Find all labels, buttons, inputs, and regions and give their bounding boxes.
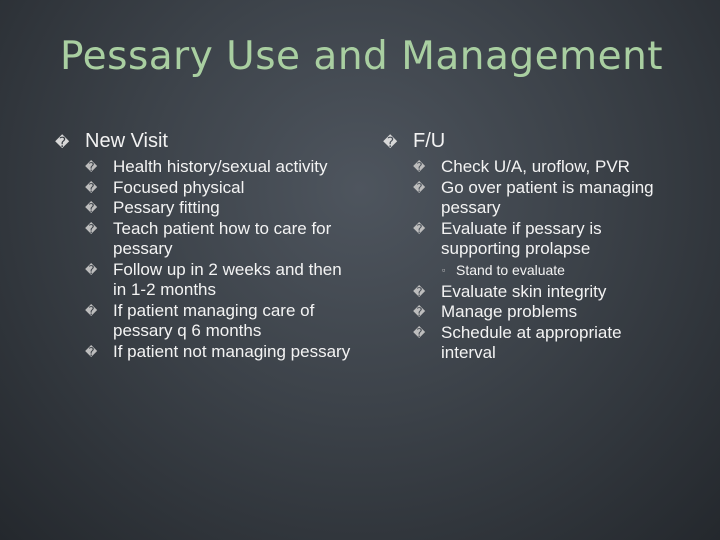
bullet-icon: � bbox=[55, 134, 70, 150]
bullet-icon: � bbox=[413, 325, 426, 340]
list-item bbox=[85, 219, 355, 260]
list-item-text: Go over patient is managing pessary bbox=[441, 177, 654, 217]
bullet-icon: � bbox=[85, 344, 98, 359]
list-item-text: Schedule at appropriate interval bbox=[441, 322, 622, 362]
list-item-text: Evaluate if pessary is supporting prolapse bbox=[441, 218, 602, 258]
list-item bbox=[85, 260, 355, 301]
list-item-text: Manage problems bbox=[441, 302, 578, 321]
left-column bbox=[55, 130, 355, 362]
bullet-icon: � bbox=[85, 221, 98, 236]
slide-title: Pessary Use and Management bbox=[60, 34, 664, 79]
bullet-icon: � bbox=[413, 221, 426, 236]
bullet-icon: � bbox=[85, 303, 98, 318]
list-item bbox=[85, 178, 355, 199]
bullet-icon: � bbox=[85, 201, 98, 215]
bullet-icon: � bbox=[413, 180, 426, 195]
list-item-text: Check U/A, uroflow, PVR bbox=[441, 157, 630, 176]
right-heading-row bbox=[383, 130, 673, 153]
list-item-text: Focused physical bbox=[113, 177, 245, 197]
bullet-icon: � bbox=[85, 160, 98, 174]
bullet-icon: � bbox=[85, 180, 98, 195]
right-list bbox=[383, 157, 673, 260]
left-heading: New Visit bbox=[85, 130, 168, 152]
bullet-icon: � bbox=[413, 305, 426, 319]
right-list-continued bbox=[383, 282, 673, 364]
bullet-icon: � bbox=[85, 262, 98, 277]
list-item bbox=[413, 219, 673, 260]
right-sublist bbox=[383, 262, 673, 279]
list-item bbox=[85, 301, 355, 342]
list-item-text: Teach patient how to care for pessary bbox=[113, 218, 332, 258]
list-item-text: Pessary fitting bbox=[113, 198, 220, 217]
right-heading: F/U bbox=[413, 130, 446, 152]
list-item-text: If patient managing care of pessary q 6 months bbox=[113, 300, 315, 340]
list-item bbox=[85, 198, 355, 219]
right-column bbox=[383, 130, 673, 364]
list-item bbox=[413, 157, 673, 178]
list-item-text: If patient not managing pessary bbox=[113, 341, 351, 361]
bullet-icon: � bbox=[413, 160, 426, 174]
list-item-text: Health history/sexual activity bbox=[113, 157, 328, 176]
left-list bbox=[55, 157, 355, 362]
sub-list-item-text: Stand to evaluate bbox=[456, 261, 565, 278]
square-bullet-icon: ▫ bbox=[442, 264, 446, 275]
list-item bbox=[85, 157, 355, 178]
list-item-text: Follow up in 2 weeks and then in 1-2 months bbox=[113, 259, 342, 299]
left-heading-row bbox=[55, 130, 355, 153]
list-item bbox=[413, 323, 673, 364]
list-item bbox=[85, 342, 355, 363]
bullet-icon: � bbox=[413, 284, 426, 299]
bullet-icon: � bbox=[383, 134, 398, 150]
list-item bbox=[413, 178, 673, 219]
sub-list-item bbox=[442, 262, 673, 279]
list-item-text: Evaluate skin integrity bbox=[441, 281, 607, 301]
list-item bbox=[413, 302, 673, 323]
list-item bbox=[413, 282, 673, 303]
